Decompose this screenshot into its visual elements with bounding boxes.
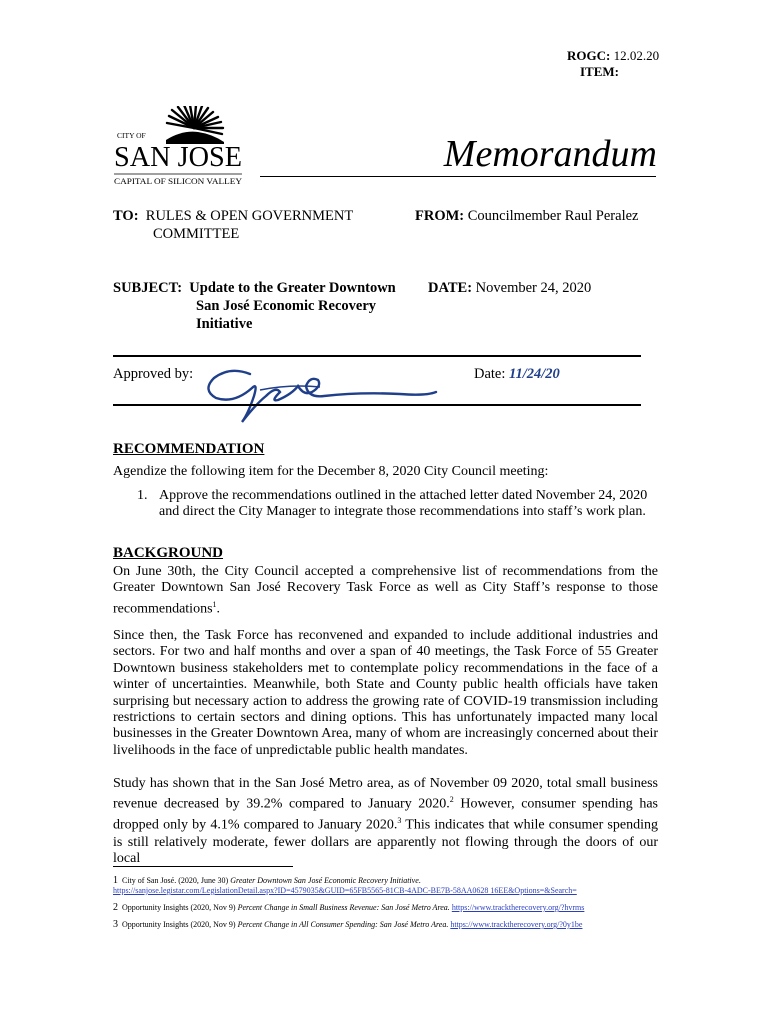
approved-by-label: Approved by: xyxy=(113,366,194,382)
p3-footnote-ref-2: 2 xyxy=(449,795,454,805)
footnote-3-text: Opportunity Insights (2020, Nov 9) xyxy=(122,920,238,929)
p1-end: . xyxy=(216,601,221,617)
from-label: FROM: xyxy=(415,208,465,224)
footnote-3 xyxy=(113,920,673,930)
footnote-1-text: City of San José. (2020, June 30) xyxy=(122,876,231,885)
logo-tagline: CAPITAL OF SILICON VALLEY xyxy=(114,176,242,186)
to-line2: COMMITTEE xyxy=(153,226,240,242)
approval-date-label: Date: xyxy=(474,366,506,382)
to-label: TO: xyxy=(113,208,139,224)
footnote-3-link[interactable]: https://www.tracktherecovery.org/?0y1be xyxy=(450,920,583,929)
subject-line1: Update to the Greater Downtown xyxy=(189,280,396,296)
p3-footnote-ref-3: 3 xyxy=(397,816,402,826)
p3-text-b: However, consumer spending has dropped only by 4.1% compared to January 2020. xyxy=(113,797,658,834)
footnote-3-title: Percent Change in All Consumer Spending: San José Metro Area. xyxy=(237,920,449,929)
subject-line3: Initiative xyxy=(196,316,253,332)
recommendation-heading: RECOMMENDATION xyxy=(113,441,265,457)
footnote-2-text: Opportunity Insights (2020, Nov 9) xyxy=(122,903,238,912)
sun-rays-icon xyxy=(167,106,223,134)
approval-bottom-rule xyxy=(113,404,641,406)
rogc-value: 12.02.20 xyxy=(613,48,660,63)
san-jose-logo xyxy=(112,106,247,188)
from-block xyxy=(415,207,638,225)
logo-name: SAN JOSE xyxy=(114,141,242,173)
from-value: Councilmember Raul Peralez xyxy=(467,208,639,224)
p1-text: On June 30th, the City Council accepted a comprehensive list of recommendations from the Greater Downtown San José Recovery Task Force as well as City Staff’s response to those recommendations xyxy=(113,564,658,617)
approval-date-value: 11/24/20 xyxy=(509,366,560,382)
recommendation-intro: Agendize the following item for the December 8, 2020 City Council meeting: xyxy=(113,464,549,479)
signature-image xyxy=(200,356,440,426)
subject-label: SUBJECT: xyxy=(113,280,183,296)
footnote-separator xyxy=(113,866,293,867)
background-paragraph-3 xyxy=(113,776,658,867)
footnote-2-link[interactable]: https://www.tracktherecovery.org/?hvrms xyxy=(451,903,585,912)
memo-title: Memorandum xyxy=(443,133,657,175)
approval-date xyxy=(474,366,560,383)
footnote-1-title: Greater Downtown San José Economic Recovery Initiative xyxy=(230,876,419,885)
background-heading: BACKGROUND xyxy=(113,545,224,561)
p1-footnote-ref: 1 xyxy=(212,599,217,609)
rogc-reference xyxy=(567,48,659,64)
date-label: DATE: xyxy=(428,280,473,296)
recommendation-item-text: Approve the recommendations outlined in the attached letter dated November 24, 2020 and direct the City Manager to integrate those recommendations into staff’s work plan. xyxy=(159,488,648,520)
subject-line2: San José Economic Recovery xyxy=(196,298,377,314)
background-paragraph-1 xyxy=(113,564,658,618)
footnote-2-title: Percent Change in Small Business Revenue: San José Metro Area. xyxy=(237,903,450,912)
footnote-1 xyxy=(113,876,673,896)
footnote-2 xyxy=(113,903,673,913)
date-value: November 24, 2020 xyxy=(475,280,592,296)
to-block xyxy=(113,207,403,243)
recommendation-item xyxy=(137,488,657,521)
subject-block xyxy=(113,279,423,333)
to-line1: RULES & OPEN GOVERNMENT xyxy=(145,208,354,224)
p3-text-a: Study has shown that in the San José Metro area, as of November 09 2020, total small business revenue decreased by 39.2% compared to January 2020. xyxy=(113,776,658,813)
footnote-1-link[interactable]: https://sanjose.legistar.com/LegislationDetail.aspx?ID=4579035&GUID=65FB5565-81CB-4ADC-BE7B-58AA0628 16EE&Options=&Search= xyxy=(113,886,577,895)
item-label: ITEM: xyxy=(580,64,619,79)
date-block xyxy=(428,279,591,297)
p3-text-c: This indicates that while consumer spending is still relatively moderate, fewer dollars are apparently not flowing through the doors of our local xyxy=(113,818,658,866)
footnote-1-after: . xyxy=(418,876,421,885)
background-paragraph-2: Since then, the Task Force has reconvened and expanded to include additional industries and sectors. For two and half months and over a span of 40 meetings, the Task Force of 55 Greater Downtown business stakeholders met to contemplate policy recommendations in the face of a winter of uncertainties. Meanwhile, both State and County public health officials have taken surprising but necessary action to address the growing rate of COVID-19 transmission including restrictions to certain sectors and dining options. This has unfortunately impacted many local businesses in the Greater Downtown Area, many of whom are increasingly concerned about their livelihoods in the face of unpredictable public health mandates. xyxy=(113,628,658,758)
footnote-3-mark: 3 xyxy=(113,919,118,930)
rogc-label: ROGC: xyxy=(567,48,611,63)
logo-city-of: CITY OF xyxy=(117,131,146,140)
footnote-2-mark: 2 xyxy=(113,902,118,913)
recommendation-item-number: 1. xyxy=(137,488,148,503)
footnote-1-mark: 1 xyxy=(113,875,118,886)
